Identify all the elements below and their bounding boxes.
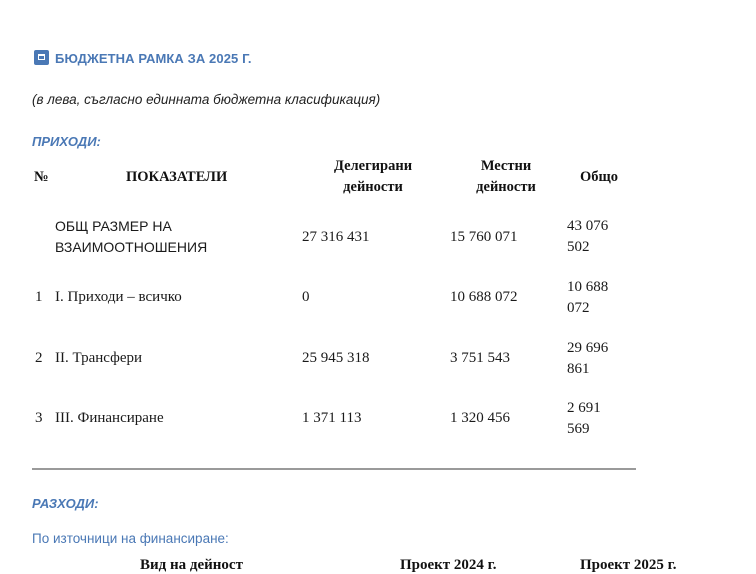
table-row-name-line2: ВЗАИМООТНОШЕНИЯ xyxy=(55,239,208,255)
table-cell-number: 2 xyxy=(35,350,43,366)
table-row-name: III. Финансиране xyxy=(55,410,164,426)
revenue-section-label: ПРИХОДИ: xyxy=(32,134,101,149)
table-cell-total xyxy=(567,338,608,380)
table-cell-total-line2: 502 xyxy=(567,239,590,255)
document-section-icon xyxy=(34,50,49,65)
col-header-local-line2: дейности xyxy=(476,179,536,195)
table-row-name: II. Трансфери xyxy=(55,350,143,366)
page-subtitle: (в лева, съгласно единната бюджетна класификация) xyxy=(32,92,381,107)
table-cell-delegated: 1 371 113 xyxy=(302,410,362,426)
section-divider xyxy=(32,468,636,470)
table-row-name xyxy=(55,216,207,258)
table-cell-number: 1 xyxy=(35,289,43,305)
table-cell-local: 3 751 543 xyxy=(450,350,510,366)
col-header-delegated-line1: Делегирани xyxy=(333,158,413,174)
table-cell-number: 3 xyxy=(35,410,43,426)
table-row-name: I. Приходи – всичко xyxy=(55,289,182,305)
page-title: БЮДЖЕТНА РАМКА ЗА 2025 Г. xyxy=(55,51,252,66)
table-cell-total xyxy=(567,398,601,440)
col-header-local xyxy=(456,156,556,198)
col-header-delegated-line2: дейности xyxy=(343,179,403,195)
table-cell-delegated: 0 xyxy=(302,289,310,305)
col-header-project-2025: Проект 2025 г. xyxy=(580,557,677,573)
col-header-local-line1: Местни xyxy=(480,158,532,174)
table-cell-total-line1: 10 688 xyxy=(567,279,609,295)
table-row-name-line1: ОБЩ РАЗМЕР НА xyxy=(55,218,172,234)
table-cell-total-line1: 2 691 xyxy=(567,400,601,416)
table-cell-total-line1: 43 076 xyxy=(567,218,609,234)
table-cell-local: 10 688 072 xyxy=(450,289,518,305)
table-cell-total-line2: 569 xyxy=(567,421,590,437)
col-header-total: Общо xyxy=(580,169,619,185)
table-cell-total xyxy=(567,216,608,258)
table-cell-local: 1 320 456 xyxy=(450,410,510,426)
col-header-number: № xyxy=(34,169,49,185)
table-cell-delegated: 25 945 318 xyxy=(302,350,370,366)
table-cell-delegated: 27 316 431 xyxy=(302,229,370,245)
col-header-project-2024: Проект 2024 г. xyxy=(400,557,497,573)
col-header-delegated xyxy=(318,156,428,198)
table-cell-total-line2: 072 xyxy=(567,300,590,316)
funding-sources-label: По източници на финансиране: xyxy=(32,531,229,546)
expenses-section-label: РАЗХОДИ: xyxy=(32,496,99,511)
col-header-indicators: ПОКАЗАТЕЛИ xyxy=(126,169,228,185)
table-cell-total-line1: 29 696 xyxy=(567,340,609,356)
col-header-activity-type: Вид на дейност xyxy=(140,557,243,573)
table-cell-local: 15 760 071 xyxy=(450,229,518,245)
table-cell-total xyxy=(567,277,608,319)
table-cell-total-line2: 861 xyxy=(567,361,590,377)
